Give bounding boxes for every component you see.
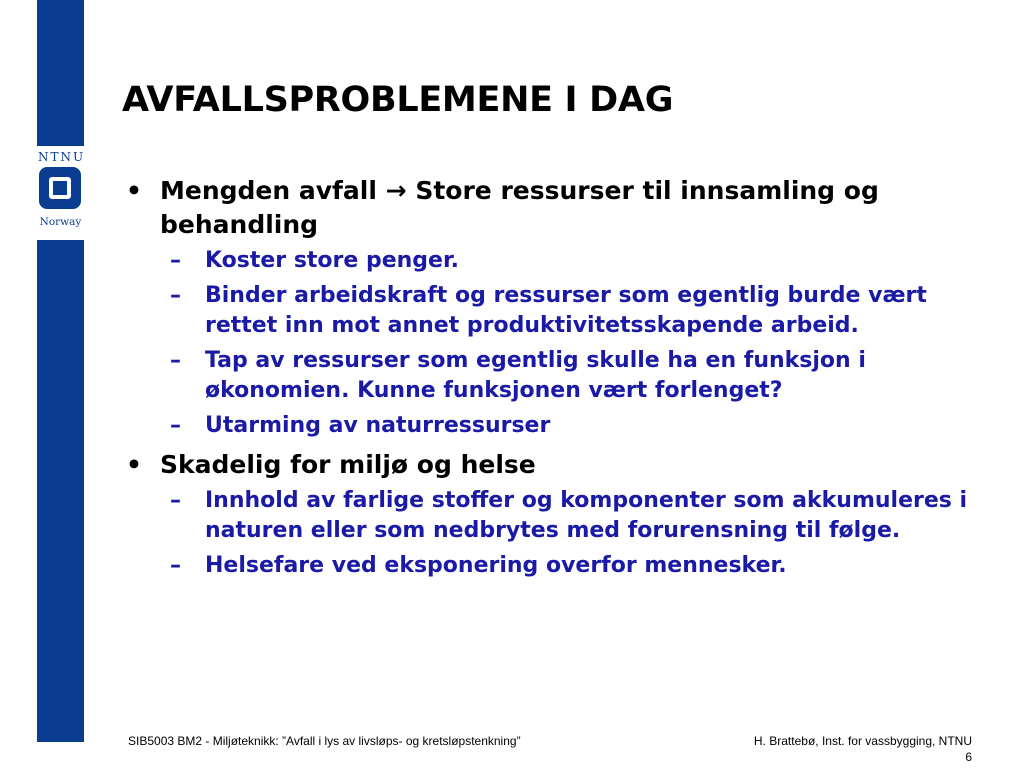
dash-symbol: – xyxy=(170,283,181,308)
dash-symbol: – xyxy=(170,488,181,513)
footer-course: SIB5003 BM2 - Miljøteknikk: ”Avfall i lys av livsløps- og kretsløpstenkning” xyxy=(128,734,521,748)
sub-bullet-text: Innhold av farlige stoffer og komponenter som akkumuleres i naturen eller som nedbrytes med forurensning til følge. xyxy=(205,488,968,543)
sub-bullet-1-2 xyxy=(170,281,992,341)
logo-norway-text: Norway xyxy=(39,216,82,228)
sub-bullet-text: Tap av ressurser som egentlig skulle ha en funksjon i økonomien. Kunne funksjonen vært forlenget? xyxy=(205,348,866,403)
bullet-1-text-before: Mengden avfall xyxy=(160,176,377,205)
logo-ntnu-text: NTNU xyxy=(38,150,86,164)
bullet-1-text-after: Store ressurser til innsamling og behandling xyxy=(160,176,879,239)
page-number: 6 xyxy=(965,750,972,764)
bullet-2 xyxy=(122,448,992,482)
sub-bullet-text: Helsefare ved eksponering overfor mennesker. xyxy=(205,553,787,578)
slide-content xyxy=(122,174,992,586)
sub-bullet-text: Utarming av naturressurser xyxy=(205,413,551,438)
sub-bullet-text: Binder arbeidskraft og ressurser som egentlig burde vært rettet inn mot annet produktivitetsskapende arbeid. xyxy=(205,283,927,338)
sub-bullet-2-1 xyxy=(170,486,992,546)
logo-square-icon xyxy=(49,177,71,199)
bullet-symbol: • xyxy=(126,450,142,479)
arrow-right-icon: → xyxy=(385,176,407,205)
dash-symbol: – xyxy=(170,413,181,438)
sub-bullet-2-2 xyxy=(170,551,992,581)
slide-title: AVFALLSPROBLEMENE I DAG xyxy=(122,80,674,120)
bullet-2-text: Skadelig for miljø og helse xyxy=(160,450,536,479)
bullet-symbol: • xyxy=(126,176,142,205)
sub-bullet-1-4 xyxy=(170,411,992,441)
sub-bullet-1-1 xyxy=(170,246,992,276)
sub-bullet-1-3 xyxy=(170,346,992,406)
bullet-1 xyxy=(122,174,992,242)
side-bar xyxy=(37,0,84,742)
dash-symbol: – xyxy=(170,348,181,373)
footer-author: H. Brattebø, Inst. for vassbygging, NTNU xyxy=(753,734,972,748)
dash-symbol: – xyxy=(170,248,181,273)
ntnu-logo-icon xyxy=(39,167,81,209)
sub-bullet-text: Koster store penger. xyxy=(205,248,460,273)
dash-symbol: – xyxy=(170,553,181,578)
